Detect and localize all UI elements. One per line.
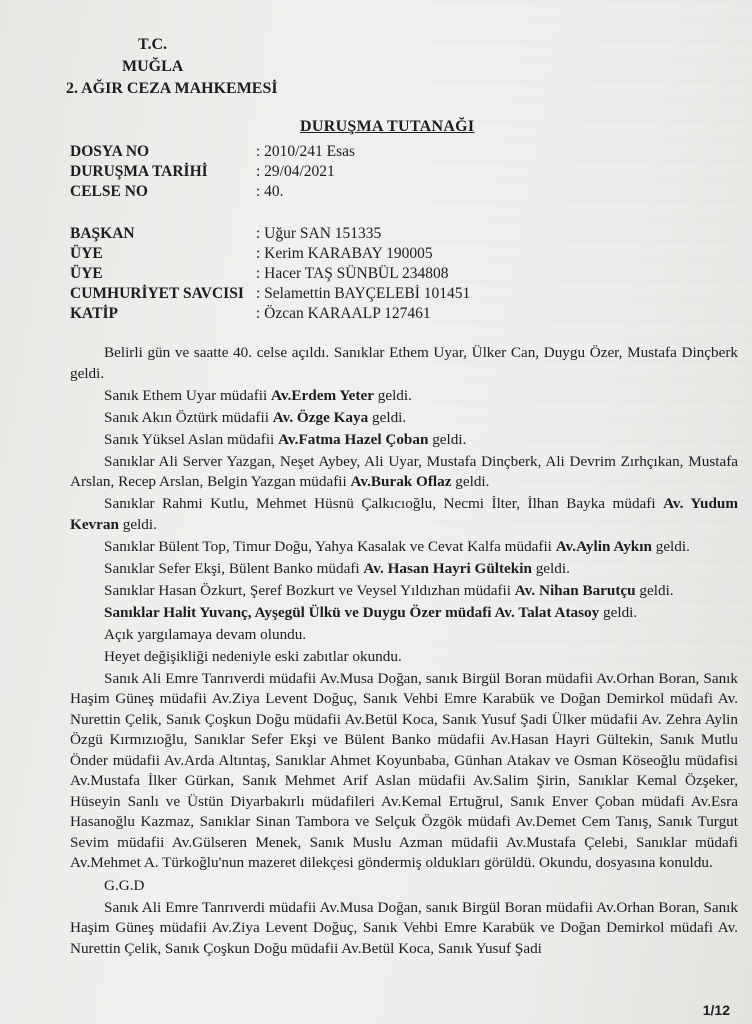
panel-row bbox=[70, 264, 470, 284]
text-run: geldi. bbox=[368, 408, 407, 426]
panel-row bbox=[70, 224, 470, 244]
paragraph bbox=[70, 581, 738, 602]
case-info-key: CELSE NO bbox=[70, 183, 148, 200]
court-header bbox=[66, 34, 278, 100]
paragraph: Heyet değişikliği nedeniyle eski zabıtlar okundu. bbox=[104, 647, 402, 665]
case-info-row bbox=[70, 162, 355, 182]
paragraph bbox=[70, 430, 738, 451]
panel-value: : Uğur SAN 151335 bbox=[256, 225, 382, 242]
text-run: Sanıklar Rahmi Kutlu, Mehmet Hüsnü Çalkıcıoğlu, Necmi İlter, İlhan Bayka müdafi bbox=[104, 495, 664, 512]
text-run: Sanıklar Sefer Ekşi, Bülent Banko müdafi bbox=[104, 559, 364, 577]
panel-value: : Hacer TAŞ SÜNBÜL 234808 bbox=[256, 265, 449, 282]
panel-key: BAŞKAN bbox=[70, 225, 135, 242]
lawyer-name: Av.Aylin Aykın bbox=[555, 537, 652, 555]
text-run: geldi. bbox=[651, 537, 690, 555]
panel-row bbox=[70, 244, 470, 264]
paragraph bbox=[70, 494, 738, 535]
paragraph bbox=[70, 452, 738, 493]
lawyer-name: Av. Hasan Hayri Gültekin bbox=[363, 559, 532, 577]
bold-text-run: Sanıklar Halit Yuvanç, Ayşegül Ülkü ve Duygu Özer müdafi Av. Talat Atasoy bbox=[104, 603, 600, 621]
text-run: Sanıklar Bülent Top, Timur Doğu, Yahya Kasalak ve Cevat Kalfa müdafii bbox=[104, 537, 556, 555]
text-run: Sanık Ethem Uyar müdafii bbox=[104, 386, 272, 404]
paragraph bbox=[70, 537, 738, 558]
case-info-value: : 40. bbox=[256, 183, 284, 200]
case-info-key: DOSYA NO bbox=[70, 143, 150, 160]
panel-key: CUMHURİYET SAVCISI bbox=[70, 285, 244, 302]
paragraph: Sanık Ali Emre Tanrıverdi müdafii Av.Musa Doğan, sanık Birgül Boran müdafii Av.Orhan Boran, Sanık Haşim Güneş müdafii Av.Ziya Levent Doğuç, Sanık Vehbi Emre Karabük ve Doğan Demirkol müdafi Av. Nurettin Çelik, Sanık Çoşkun Doğu müdafii Av.Betül Koca, Sanık Yusuf Şadi Ülker müdafii Av. Zehra Aylin Özgü Kırmızıoğlu, Sanıklar Sefer Ekşi ve Bülent Banko müdafii Av.Hasan Hayri Gültekin, Sanık Mutlu Önder müdafii Av.Arda Altıntaş, Sanıklar Ahmet Koyunbaba, Günhan Atakav ve Osman Köseoğlu müdafisi Av.Mustafa İlker Gürkan, Sanık Mehmet Arif Aslan müdafii Av.Salim Şirin, Sanıklar Kemal Özşeker, Hüseyin Sanlı ve Üstün Diyarbakırlı müdafileri Av.Kemal Ertuğrul, Sanık Enver Çoban müdafi Av.Esra Hasanoğlu Kazmaz, Sanıklar Sinan Tambora ve Selçuk Özgök müdafi Av.Demet Cem Tanış, Sanık Turgut Sevim müdafii Av.Gülseren Menek, Sanık Muslu Azman müdafii Av.Mustafa Çelebi, Sanıklar müdafi Av.Mehmet A. Türkoğlu'nun mazeret dilekçesi göndermiş oldukları görüldü. Okundu, dosyasına konuldu. bbox=[70, 669, 738, 871]
paragraph bbox=[70, 603, 738, 624]
paragraph bbox=[70, 559, 738, 580]
lawyer-name: Av. Özge Kaya bbox=[272, 408, 369, 426]
paragraph: Açık yargılamaya devam olundu. bbox=[104, 625, 307, 643]
text-run: Sanık Akın Öztürk müdafii bbox=[104, 408, 273, 426]
lawyer-name: Av. Nihan Barutçu bbox=[514, 581, 636, 599]
case-info-row bbox=[70, 182, 355, 202]
text-run: geldi. bbox=[118, 515, 157, 533]
lawyer-name: Av.Erdem Yeter bbox=[271, 386, 374, 404]
page-number: 1/12 bbox=[702, 1002, 730, 1018]
text-run: Sanıklar Hasan Özkurt, Şeref Bozkurt ve Veysel Yıldızhan müdafii bbox=[104, 581, 515, 599]
lawyer-name: Av. Yudum Kevran bbox=[70, 495, 738, 533]
panel-row bbox=[70, 304, 470, 324]
case-info-value: : 29/04/2021 bbox=[256, 163, 335, 180]
paragraph bbox=[70, 386, 738, 407]
panel-key: ÜYE bbox=[70, 245, 103, 262]
text-run: geldi. bbox=[428, 430, 467, 448]
section-heading: G.G.D bbox=[104, 876, 145, 894]
text-run: Sanıklar Ali Server Yazgan, Neşet Aybey, Ali Uyar, Mustafa Dinçberk, Ali Devrim Zırhçıkan, Mustafa Arslan, Recep Arslan, Belgin Yazgan müdafii bbox=[70, 452, 738, 490]
text-run: geldi. bbox=[635, 581, 674, 599]
panel-key: ÜYE bbox=[70, 265, 103, 282]
panel-key: KATİP bbox=[70, 305, 118, 322]
text-run: geldi. bbox=[599, 603, 638, 621]
panel-row bbox=[70, 284, 470, 304]
case-info-row bbox=[70, 142, 355, 162]
panel-value: : Kerim KARABAY 190005 bbox=[256, 245, 433, 262]
text-run: geldi. bbox=[531, 559, 570, 577]
header-court: 2. AĞIR CEZA MAHKEMESİ bbox=[66, 80, 278, 97]
case-info-key: DURUŞMA TARİHİ bbox=[70, 163, 208, 180]
document-title: DURUŞMA TUTANAĞI bbox=[300, 118, 475, 135]
header-city: MUĞLA bbox=[122, 58, 184, 75]
text-run: Sanık Yüksel Aslan müdafii bbox=[104, 430, 279, 448]
case-info-value: : 2010/241 Esas bbox=[256, 143, 356, 160]
panel-value: : Özcan KARAALP 127461 bbox=[256, 305, 431, 322]
minutes-body bbox=[70, 343, 738, 961]
panel-value: : Selamettin BAYÇELEBİ 101451 bbox=[256, 285, 471, 302]
court-panel bbox=[70, 224, 470, 324]
paragraph: Sanık Ali Emre Tanrıverdi müdafii Av.Musa Doğan, sanık Birgül Boran müdafii Av.Orhan Boran, Sanık Haşim Güneş müdafii Av.Ziya Levent Doğuç, Sanık Vehbi Emre Karabük ve Doğan Demirkol müdafi Av. Nurettin Çelik, Sanık Çoşkun Doğu müdafii Av.Betül Koca, Sanık Yusuf Şadi bbox=[70, 898, 738, 957]
lawyer-name: Av.Burak Oflaz bbox=[350, 473, 452, 490]
lawyer-name: Av.Fatma Hazel Çoban bbox=[278, 430, 429, 448]
case-info bbox=[70, 142, 355, 202]
header-tc: T.C. bbox=[138, 36, 168, 53]
paragraph: Belirli gün ve saatte 40. celse açıldı. Sanıklar Ethem Uyar, Ülker Can, Duygu Özer, Mustafa Dinçberk geldi. bbox=[70, 344, 738, 382]
text-run: geldi. bbox=[451, 473, 490, 490]
text-run: geldi. bbox=[373, 386, 412, 404]
paragraph bbox=[70, 408, 738, 429]
